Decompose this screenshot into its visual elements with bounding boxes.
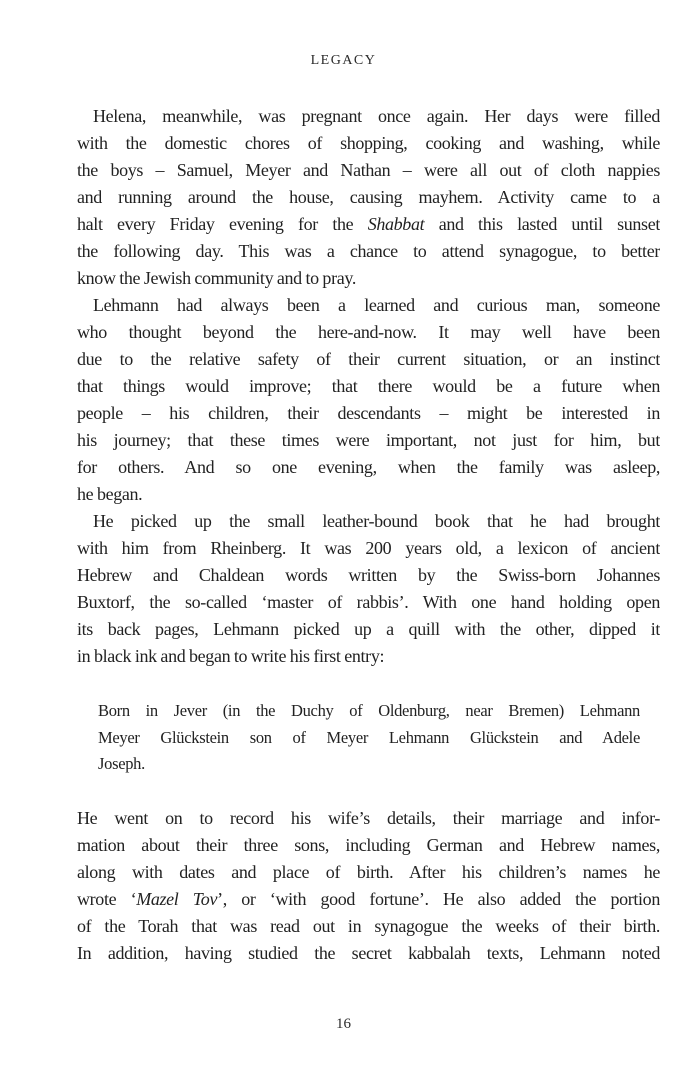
text-line: of the Torah that was read out in synagogue the weeks of their birth. xyxy=(77,915,660,936)
text-line xyxy=(77,211,660,238)
text-segment: ’, or ‘with good fortune’. He also added the portion xyxy=(217,888,660,909)
paragraph-book xyxy=(77,508,660,670)
text-line: for others. And so one evening, when the family was asleep, xyxy=(77,457,660,477)
quote-line: Joseph. xyxy=(98,754,145,773)
text-line: the following day. This was a chance to attend synagogue, to better xyxy=(77,241,660,261)
text-line: mation about their three sons, including German and Hebrew names, xyxy=(77,834,660,855)
text-segment: and this lasted until sunset xyxy=(424,214,660,234)
text-segment: wrote ‘ xyxy=(77,888,137,909)
text-line: Lehmann had always been a learned and curious man, someone xyxy=(93,295,660,315)
paragraph-records xyxy=(77,805,660,967)
text-line: along with dates and place of birth. After his children’s names he xyxy=(77,861,660,882)
page-number: 16 xyxy=(336,1016,351,1032)
text-line: In addition, having studied the secret kabbalah texts, Lehmann noted xyxy=(77,942,660,963)
page-body xyxy=(77,103,660,967)
text-line: He picked up the small leather-bound book that he had brought xyxy=(93,511,660,531)
text-line: know the Jewish community and to pray. xyxy=(77,268,356,288)
text-line: with him from Rheinberg. It was 200 years old, a lexicon of ancient xyxy=(77,538,660,558)
text-line: his journey; that these times were important, not just for him, but xyxy=(77,430,660,450)
text-line: its back pages, Lehmann picked up a quill with the other, dipped it xyxy=(77,619,660,639)
text-line: Hebrew and Chaldean words written by the Swiss-born Johannes xyxy=(77,565,660,585)
text-line: Helena, meanwhile, was pregnant once again. Her days were filled xyxy=(93,106,660,126)
italic-term-mazel-tov: Mazel Tov xyxy=(136,888,218,909)
text-segment: halt every Friday evening for the xyxy=(77,214,368,234)
text-line: with the domestic chores of shopping, cooking and washing, while xyxy=(77,133,660,153)
italic-term-shabbat: Shabbat xyxy=(367,214,425,234)
text-line: he began. xyxy=(77,484,143,504)
paragraph-helena xyxy=(77,103,660,292)
text-line: in black ink and began to write his first entry: xyxy=(77,646,385,666)
text-line: due to the relative safety of their current situation, or an instinct xyxy=(77,349,660,369)
quote-line: Born in Jever (in the Duchy of Oldenburg, near Bremen) Lehmann xyxy=(98,701,640,720)
block-quote xyxy=(98,698,640,778)
text-line: people – his children, their descendants – might be interested in xyxy=(77,403,660,423)
text-line: that things would improve; that there would be a future when xyxy=(77,376,660,396)
text-line: who thought beyond the here-and-now. It may well have been xyxy=(77,322,660,342)
text-line: Buxtorf, the so-called ‘master of rabbis’. With one hand holding open xyxy=(77,592,660,612)
text-line: and running around the house, causing mayhem. Activity came to a xyxy=(77,187,660,207)
text-line: the boys – Samuel, Meyer and Nathan – were all out of cloth nappies xyxy=(77,160,660,180)
quote-line: Meyer Glückstein son of Meyer Lehmann Glückstein and Adele xyxy=(98,727,640,747)
text-line: He went on to record his wife’s details, their marriage and infor- xyxy=(77,807,660,828)
running-head: LEGACY xyxy=(310,53,377,68)
text-line xyxy=(77,886,660,913)
paragraph-lehmann xyxy=(77,292,660,508)
